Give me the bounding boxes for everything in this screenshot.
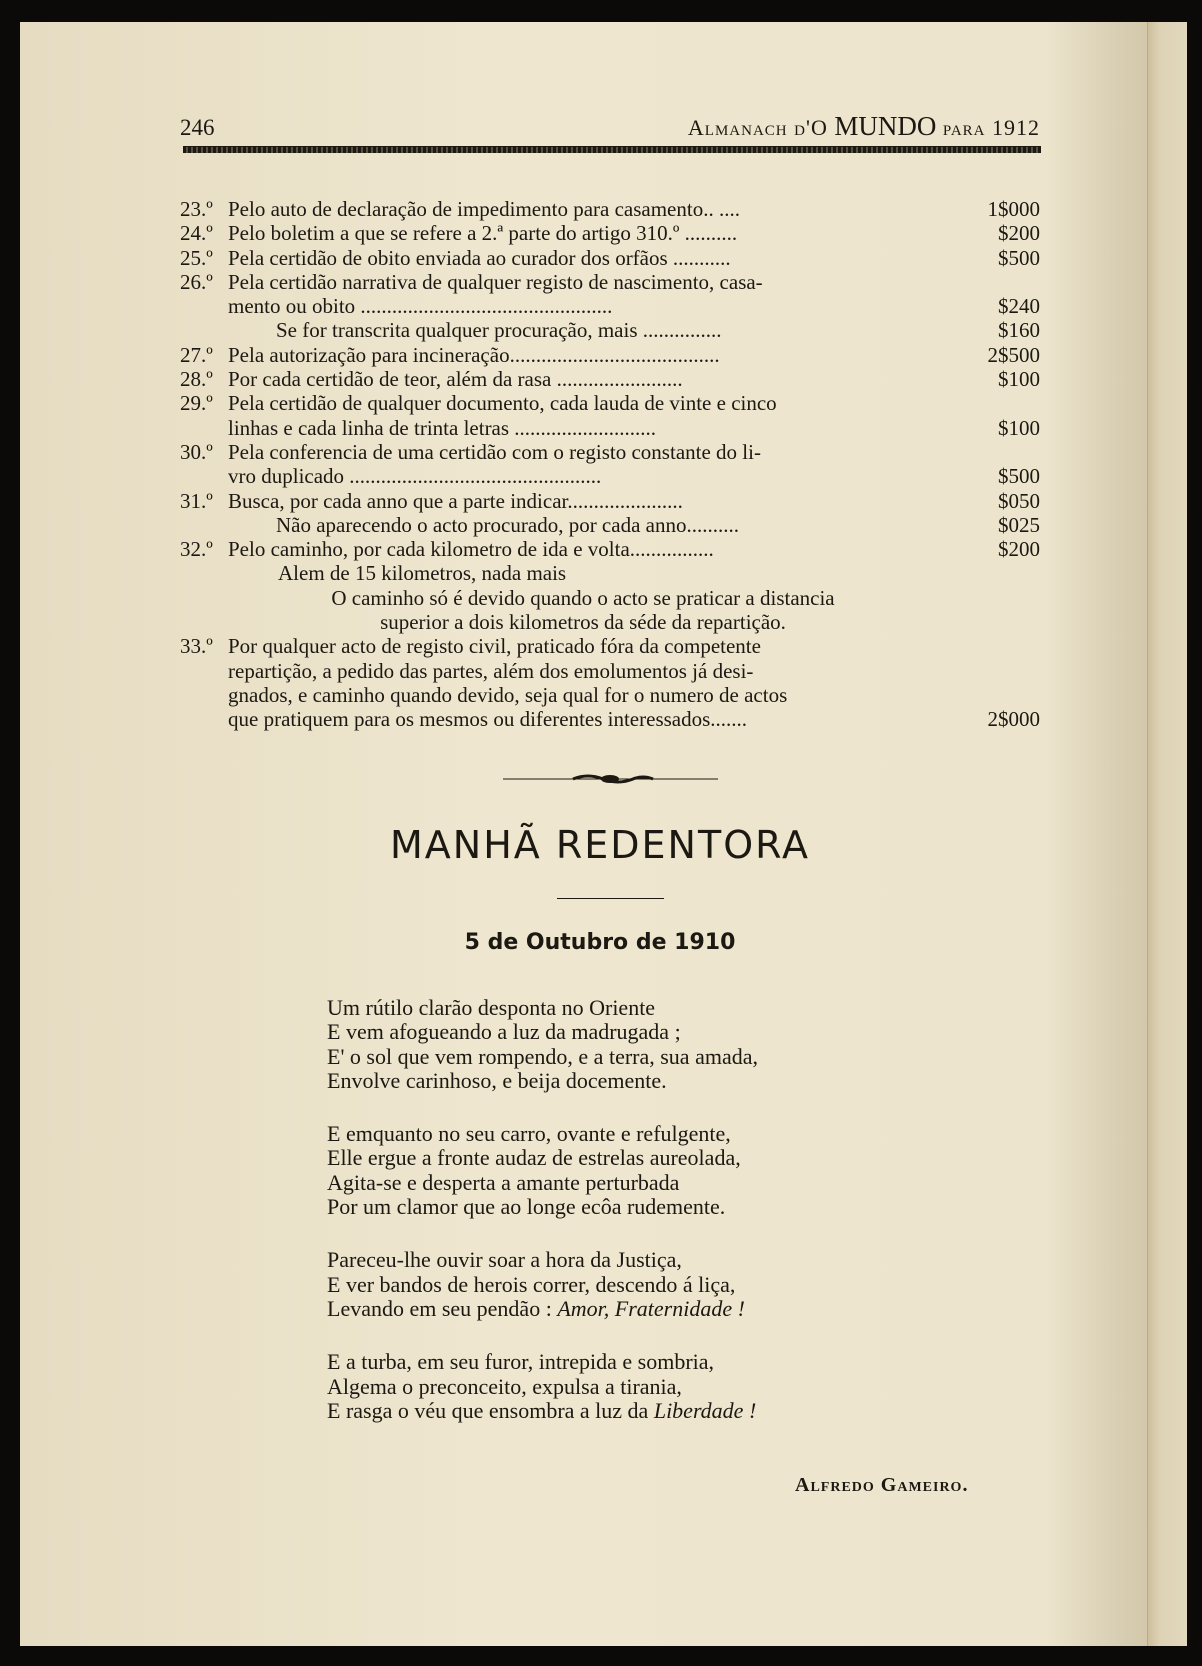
fee-33-line-3: gnados, e caminho quando devido, seja qual for o numero de actos <box>228 682 788 707</box>
fee-number: 29.º <box>180 391 213 416</box>
fee-item-33 <box>180 634 1040 731</box>
stanza-3 <box>327 1248 947 1321</box>
fee-amount: $100 <box>998 415 1040 440</box>
fee-amount: $500 <box>998 464 1040 489</box>
verse-line: Agita-se e desperta a amante perturbada <box>327 1169 680 1195</box>
fee-item <box>180 489 1040 513</box>
fee-description <box>228 343 938 367</box>
verse-text: E rasga o véu que ensombra a luz da <box>327 1397 654 1423</box>
fee-description-line: Pelo caminho, por cada kilometro de ida e volta................ <box>228 537 714 562</box>
fee-item <box>180 343 1040 367</box>
fee-description <box>228 440 938 489</box>
verse-line: E ver bandos de herois correr, descendo á liça, <box>327 1271 736 1297</box>
fee-amount: $025 <box>998 512 1040 537</box>
poem-date: 5 de Outubro de 1910 <box>464 930 736 955</box>
fee-number <box>180 318 228 342</box>
fee-description <box>228 221 938 245</box>
fee-number <box>180 513 228 537</box>
fee-number: 28.º <box>180 367 213 392</box>
verse-line: E emquanto no seu carro, ovante e refulgente, <box>327 1121 731 1147</box>
fee-description <box>228 197 938 221</box>
fee-description-line: Pela certidão de qualquer documento, cada lauda de vinte e cinco <box>228 391 777 416</box>
fee-33-line-1: Por qualquer acto de registo civil, praticado fóra da competente <box>228 634 761 659</box>
verse-line: E vem afogueando a luz da madrugada ; <box>327 1019 681 1045</box>
verse-line: Elle ergue a fronte audaz de estrelas aureolada, <box>327 1145 741 1171</box>
poem-title: MANHÃ REDENTORA <box>390 823 810 867</box>
fee-description <box>228 489 938 513</box>
fee-description-line: Pela conferencia de uma certidão com o registo constante do li- <box>228 439 761 464</box>
fee-description-line: Se for transcrita qualquer procuração, mais ............... <box>276 318 722 343</box>
fee-33-line-4: que pratiquem para os mesmos ou diferentes interessados....... <box>228 707 748 732</box>
fee-amount: $160 <box>998 318 1040 343</box>
fee-number: 24.º <box>180 221 213 246</box>
fee-description-line: Pela certidão de obito enviada ao curador dos orfãos ........... <box>228 245 731 270</box>
fee-description-line: vro duplicado ................................................ <box>228 464 602 489</box>
fee-item <box>180 270 1040 319</box>
fee-description <box>228 391 938 440</box>
page-header <box>160 95 1048 141</box>
title-underline-rule <box>557 898 664 899</box>
fee-33-line-2: repartição, a pedido das partes, além dos emolumentos já desi- <box>228 658 754 683</box>
verse-line: Envolve carinhoso, e beija docemente. <box>327 1067 667 1093</box>
poem-author: Alfredo Gameiro. <box>795 1474 969 1496</box>
running-title-pre: Almanach d'O <box>687 115 828 140</box>
verse-line: Pareceu-lhe ouvir soar a hora da Justiça, <box>327 1247 682 1273</box>
fee-amount: $500 <box>998 245 1040 270</box>
fee-item <box>180 537 1040 561</box>
fee-number: 30.º <box>180 439 213 464</box>
fee-amount: 1$000 <box>987 197 1040 221</box>
page-fold-shadow <box>1147 22 1187 1646</box>
verse-emphasis: Amor, Fraternidade ! <box>557 1295 745 1321</box>
verse-line: Por um clamor que ao longe ecôa rudemente. <box>327 1194 726 1220</box>
stanza-1 <box>327 996 947 1093</box>
note-32-distance-line2: superior a dois kilometros da séde da repartição. <box>380 610 786 635</box>
fee-item <box>180 221 1040 245</box>
fee-item <box>180 318 1040 342</box>
running-title-post: para 1912 <box>942 115 1040 140</box>
note-32-distance <box>180 586 938 635</box>
fee-number: 31.º <box>180 488 213 513</box>
fee-description-line: Por cada certidão de teor, além da rasa ........................ <box>228 367 683 392</box>
verse-line: Algema o preconceito, expulsa a tirania, <box>327 1373 682 1399</box>
fee-amount: 2$000 <box>987 707 1040 732</box>
verse-line: E' o sol que vem rompendo, e a terra, sua amada, <box>327 1043 758 1069</box>
fee-amount: $240 <box>998 294 1040 319</box>
fee-item <box>180 197 1040 221</box>
header-ornamental-rule <box>183 146 1041 153</box>
fee-item <box>180 440 1040 489</box>
fee-number: 32.º <box>180 537 213 562</box>
section-divider-ornament <box>503 772 718 786</box>
running-title-mundo: MUNDO <box>834 111 937 141</box>
note-32-distance-line1: O caminho só é devido quando o acto se praticar a distancia <box>331 585 835 610</box>
fee-list <box>180 197 1040 732</box>
fee-number: 23.º <box>180 197 213 221</box>
fee-item <box>180 246 1040 270</box>
fee-description-line: Pelo auto de declaração de impedimento para casamento.. .... <box>228 197 740 221</box>
fee-amount: $100 <box>998 367 1040 392</box>
fee-description-line: Pelo boletim a que se refere a 2.ª parte do artigo 310.º .......... <box>228 221 738 246</box>
fee-description <box>228 634 938 731</box>
fee-description <box>228 367 938 391</box>
verse-line: E a turba, em seu furor, intrepida e sombria, <box>327 1349 715 1375</box>
fee-number: 25.º <box>180 245 213 270</box>
running-title <box>688 111 1040 142</box>
fee-number: 26.º <box>180 269 213 294</box>
fee-description-line: mento ou obito ................................................ <box>228 294 613 319</box>
fee-description <box>228 537 938 561</box>
fee-description <box>228 318 938 342</box>
verse-line <box>327 1399 947 1423</box>
fee-description <box>228 270 938 319</box>
fee-item <box>180 367 1040 391</box>
fee-amount: $200 <box>998 221 1040 246</box>
page-number: 246 <box>180 115 215 140</box>
fee-amount: 2$500 <box>987 342 1040 367</box>
fee-item <box>180 391 1040 440</box>
verse-emphasis: Liberdade ! <box>653 1397 757 1423</box>
verse-line: Um rútilo clarão desponta no Oriente <box>327 995 656 1020</box>
fee-item <box>180 513 1040 537</box>
fee-description-line: linhas e cada linha de trinta letras ........................... <box>228 415 657 440</box>
poem-body <box>327 996 947 1452</box>
verse-line <box>327 1297 947 1321</box>
fee-description <box>228 513 938 537</box>
fee-description-line: Busca, por cada anno que a parte indicar...................... <box>228 488 683 513</box>
fee-amount: $050 <box>998 488 1040 513</box>
stanza-2 <box>327 1122 947 1219</box>
fee-number: 33.º <box>180 634 213 659</box>
fee-description-line: Não aparecendo o acto procurado, por cada anno.......... <box>276 512 739 537</box>
stanza-4 <box>327 1350 947 1423</box>
fee-description <box>228 246 938 270</box>
note-32-limit: Alem de 15 kilometros, nada mais <box>278 561 567 586</box>
fee-number: 27.º <box>180 342 213 367</box>
fee-amount: $200 <box>998 537 1040 562</box>
fee-description-line: Pela certidão narrativa de qualquer registo de nascimento, casa- <box>228 269 763 294</box>
verse-text: Levando em seu pendão : <box>327 1295 558 1321</box>
fee-description-line: Pela autorização para incineração........................................ <box>228 342 720 367</box>
